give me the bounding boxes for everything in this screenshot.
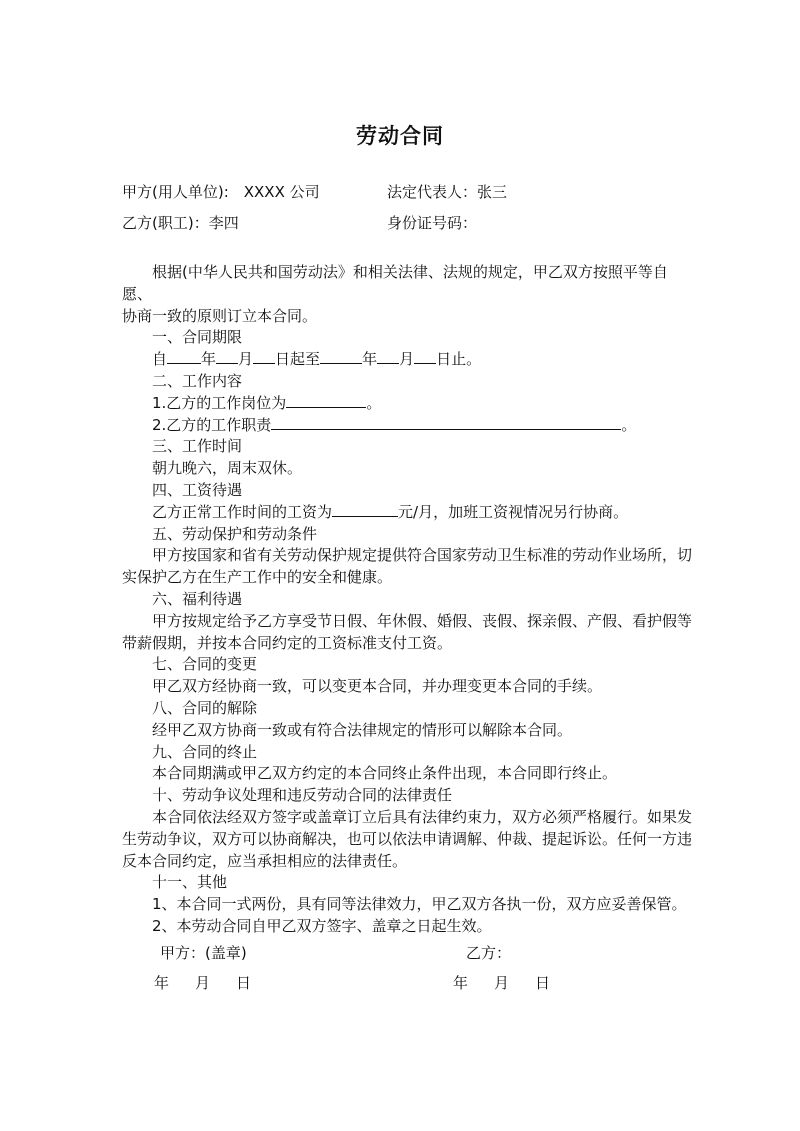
section-11-title: 十一、其他 — [152, 873, 228, 892]
end-year-blank — [320, 349, 362, 364]
id-number-field: 身份证号码： — [387, 214, 478, 232]
labor-protection-text-2: 实保护乙方在生产工作中的安全和健康。 — [122, 568, 393, 587]
intro-line-2: 协商一致的原则订立本合同。 — [122, 306, 318, 325]
section-8-title: 八、合同的解除 — [152, 698, 258, 717]
benefits-text-1: 甲方按规定给予乙方享受节日假、年休假、婚假、丧假、探亲假、产假、看护假等 — [152, 611, 693, 630]
section-1-title: 一、合同期限 — [152, 328, 243, 347]
other-item-1: 1、本合同一式两份，具有同等法律效力，甲乙双方各执一份，双方应妥善保管。 — [152, 895, 687, 914]
section-4-title: 四、工资待遇 — [152, 480, 243, 499]
section-6-title: 六、福利待遇 — [152, 589, 243, 608]
intro-line-1: 根据(中华人民共和国劳动法》和相关法律、法规的规定，甲乙双方按照平等自愿、 — [122, 263, 668, 303]
party-a-signature-label: 甲方：(盖章) — [160, 944, 247, 962]
party-a-signature-date: 年 月 日 — [154, 974, 252, 992]
start-year-blank — [167, 349, 201, 364]
end-day-blank — [414, 349, 436, 364]
section-2-title: 二、工作内容 — [152, 371, 243, 390]
salary-blank — [332, 502, 398, 517]
section-5-title: 五、劳动保护和劳动条件 — [152, 524, 318, 543]
party-b-signature-date: 年 月 日 — [453, 974, 551, 992]
dispute-text-1: 本合同依法经双方签字或盖章订立后具有法律约束力，双方必须严格履行。如果发 — [152, 807, 693, 826]
job-duties-line: 2.乙方的工作职责 。 — [152, 415, 637, 434]
party-a-field: 甲方(用人单位): XXXX 公司 — [122, 183, 320, 201]
start-day-blank — [253, 349, 275, 364]
salary-line: 乙方正常工作时间的工资为 元/月，加班工资视情况另行协商。 — [152, 502, 629, 521]
benefits-text-2: 带薪假期，并按本合同约定的工资标准支付工资。 — [122, 633, 453, 652]
labor-protection-text-1: 甲方按国家和省有关劳动保护规定提供符合国家劳动卫生标准的劳动作业场所，切 — [152, 546, 693, 565]
job-position-blank — [286, 393, 366, 408]
contract-term-line: 自 年 月 日起至 年 月 日止。 — [152, 350, 482, 369]
contract-end-text: 本合同期满或甲乙双方约定的本合同终止条件出现，本合同即行终止。 — [152, 764, 618, 783]
dispute-text-2: 生劳动争议，双方可以协商解决，也可以依法申请调解、仲裁、提起诉讼。任何一方违 — [122, 829, 693, 848]
legal-representative-field: 法定代表人：张三 — [387, 183, 508, 201]
party-b-field: 乙方(职工)：李四 — [122, 214, 239, 232]
start-month-blank — [216, 349, 238, 364]
job-duties-blank — [271, 415, 621, 430]
work-hours-text: 朝九晚六，周末双休。 — [152, 459, 303, 478]
contract-body — [122, 262, 692, 938]
section-7-title: 七、合同的变更 — [152, 655, 258, 674]
section-3-title: 三、工作时间 — [152, 437, 243, 456]
document-title: 劳动合同 — [356, 124, 444, 148]
other-item-2: 2、本劳动合同自甲乙双方签字、盖章之日起生效。 — [152, 916, 492, 935]
contract-change-text: 甲乙双方经协商一致，可以变更本合同，并办理变更本合同的手续。 — [152, 677, 603, 696]
section-10-title: 十、劳动争议处理和违反劳动合同的法律责任 — [152, 786, 453, 805]
contract-termination-text: 经甲乙双方协商一致或有符合法律规定的情形可以解除本合同。 — [152, 720, 573, 739]
job-position-line: 1.乙方的工作岗位为 。 — [152, 393, 382, 412]
end-month-blank — [377, 349, 399, 364]
party-b-signature-label: 乙方： — [466, 944, 512, 962]
section-9-title: 九、合同的终止 — [152, 742, 258, 761]
dispute-text-3: 反本合同约定，应当承担相应的法律责任。 — [122, 851, 408, 870]
